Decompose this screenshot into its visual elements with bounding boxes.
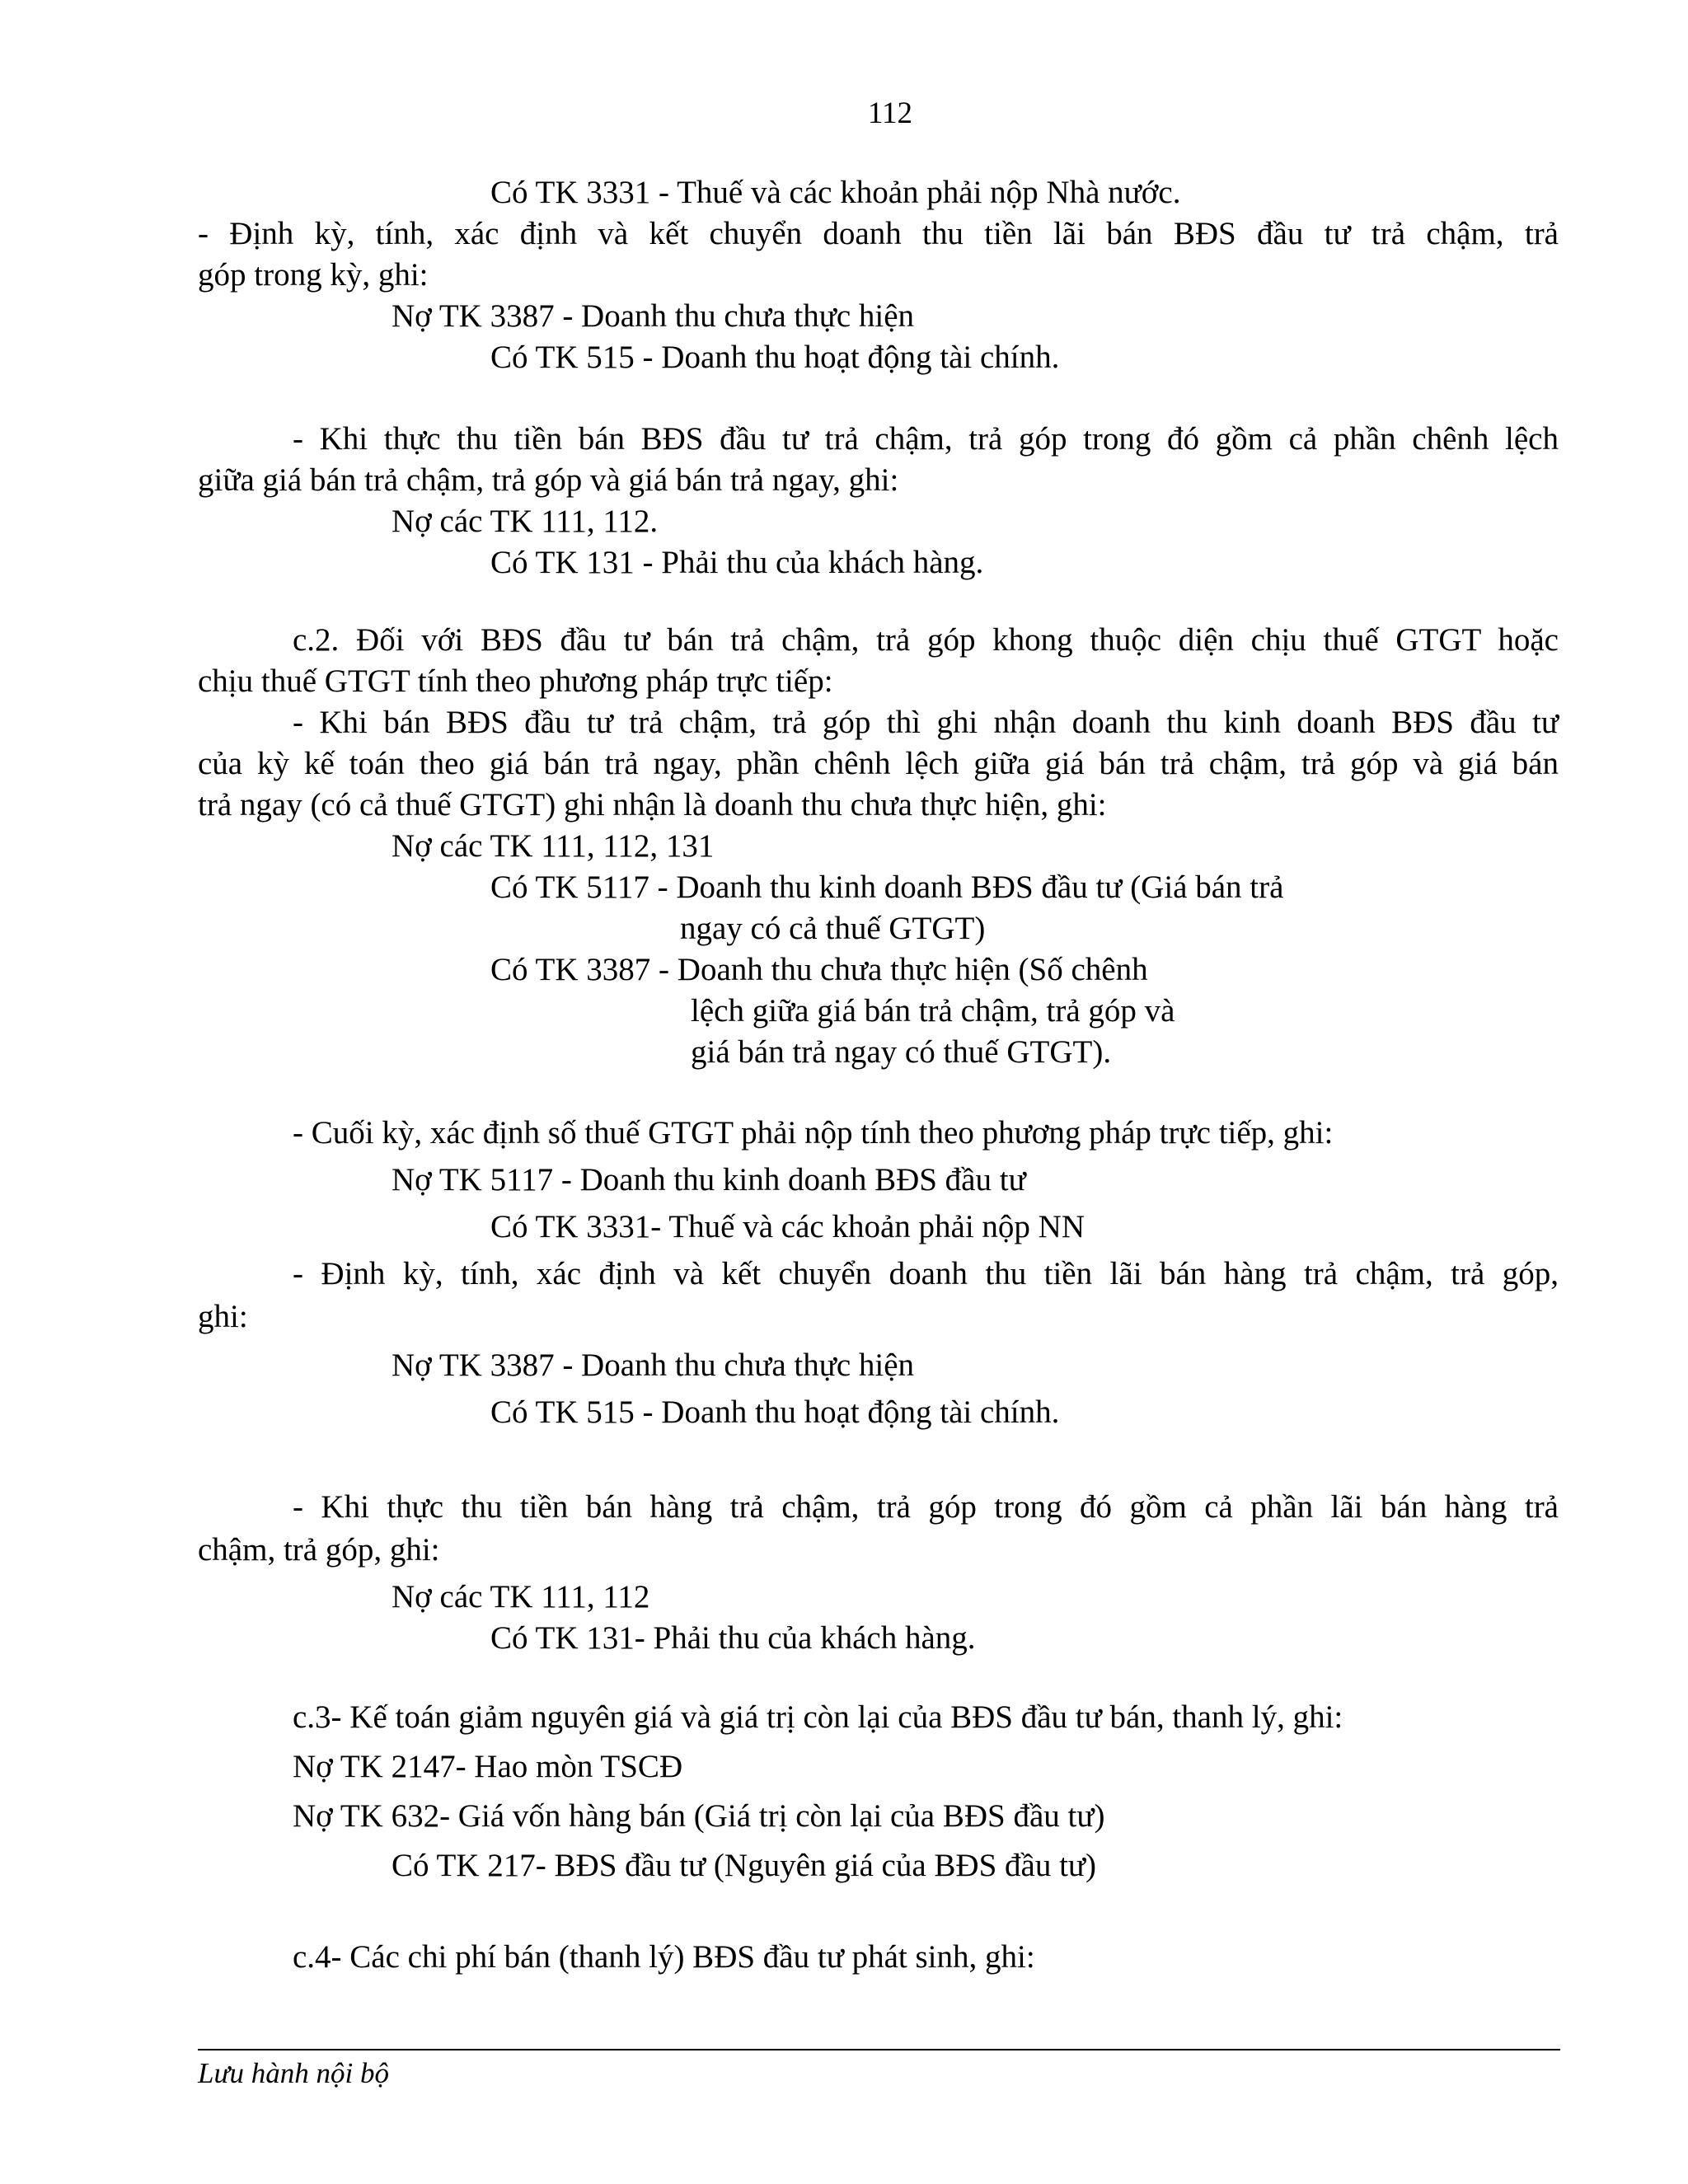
- text-line: - Khi thực thu tiền bán BĐS đầu tư trả chậm, trả góp trong đó gồm cả phần chênh lệch: [293, 421, 1559, 457]
- text-line: c.3- Kế toán giảm nguyên giá và giá trị còn lại của BĐS đầu tư bán, thanh lý, ghi:: [293, 1699, 1343, 1735]
- text-line: Nợ các TK 111, 112: [392, 1579, 650, 1615]
- text-line: góp trong kỳ, ghi:: [198, 257, 429, 293]
- text-line: Có TK 3387 - Doanh thu chưa thực hiện (Số chênh: [490, 952, 1148, 987]
- text-line: Nợ TK 3387 - Doanh thu chưa thực hiện: [392, 1347, 915, 1383]
- text-line: Nợ TK 2147- Hao mòn TSCĐ: [293, 1749, 683, 1784]
- text-line: Nợ TK 5117 - Doanh thu kinh doanh BĐS đầu tư: [392, 1162, 1026, 1197]
- footer-text: Lưu hành nội bộ: [198, 2057, 390, 2089]
- text-line: Nợ TK 3387 - Doanh thu chưa thực hiện: [392, 298, 915, 334]
- footer-divider: [198, 2049, 1560, 2050]
- text-line: - Định kỳ, tính, xác định và kết chuyển doanh thu tiền lãi bán BĐS đầu tư trả chậm, trả: [198, 216, 1559, 251]
- text-line: - Cuối kỳ, xác định số thuế GTGT phải nộp tính theo phương pháp trực tiếp, ghi:: [293, 1115, 1334, 1151]
- text-line: c.4- Các chi phí bán (thanh lý) BĐS đầu tư phát sinh, ghi:: [293, 1939, 1035, 1975]
- text-line: c.2. Đối với BĐS đầu tư bán trả chậm, trả góp khong thuộc diện chịu thuế GTGT hoặc: [293, 622, 1559, 658]
- text-line: Có TK 3331 - Thuế và các khoản phải nộp Nhà nước.: [490, 175, 1181, 210]
- text-line: Có TK 131- Phải thu của khách hàng.: [490, 1620, 976, 1656]
- text-line: Nợ các TK 111, 112, 131: [392, 828, 715, 864]
- text-line: của kỳ kế toán theo giá bán trả ngay, phần chênh lệch giữa giá bán trả chậm, trả góp và giá bán: [198, 746, 1559, 781]
- text-line: Có TK 5117 - Doanh thu kinh doanh BĐS đầu tư (Giá bán trả: [490, 869, 1284, 905]
- text-line: chịu thuế GTGT tính theo phương pháp trực tiếp:: [198, 663, 833, 699]
- text-line: chậm, trả góp, ghi:: [198, 1532, 440, 1568]
- page-number: 112: [867, 96, 913, 130]
- text-line: Có TK 515 - Doanh thu hoạt động tài chính.: [490, 340, 1060, 375]
- text-line: giá bán trả ngay có thuế GTGT).: [691, 1034, 1112, 1070]
- text-line: Có TK 515 - Doanh thu hoạt động tài chính.: [490, 1394, 1060, 1430]
- text-line: Có TK 217- BĐS đầu tư (Nguyên giá của BĐS đầu tư): [392, 1848, 1097, 1883]
- text-line: - Khi bán BĐS đầu tư trả chậm, trả góp thì ghi nhận doanh thu kinh doanh BĐS đầu tư: [293, 705, 1559, 740]
- text-line: ghi:: [198, 1299, 248, 1334]
- text-line: trả ngay (có cả thuế GTGT) ghi nhận là doanh thu chưa thực hiện, ghi:: [198, 787, 1107, 823]
- text-line: Có TK 131 - Phải thu của khách hàng.: [490, 545, 984, 580]
- text-line: giữa giá bán trả chậm, trả góp và giá bán trả ngay, ghi:: [198, 462, 899, 498]
- text-line: - Khi thực thu tiền bán hàng trả chậm, trả góp trong đó gồm cả phần lãi bán hàng trả: [293, 1489, 1559, 1525]
- text-line: - Định kỳ, tính, xác định và kết chuyển doanh thu tiền lãi bán hàng trả chậm, trả góp,: [293, 1256, 1559, 1291]
- text-line: Nợ các TK 111, 112.: [392, 504, 659, 539]
- text-line: lệch giữa giá bán trả chậm, trả góp và: [691, 993, 1175, 1029]
- text-line: Có TK 3331- Thuế và các khoản phải nộp NN: [490, 1209, 1085, 1244]
- text-line: ngay có cả thuế GTGT): [680, 911, 986, 946]
- text-line: Nợ TK 632- Giá vốn hàng bán (Giá trị còn lại của BĐS đầu tư): [293, 1798, 1105, 1834]
